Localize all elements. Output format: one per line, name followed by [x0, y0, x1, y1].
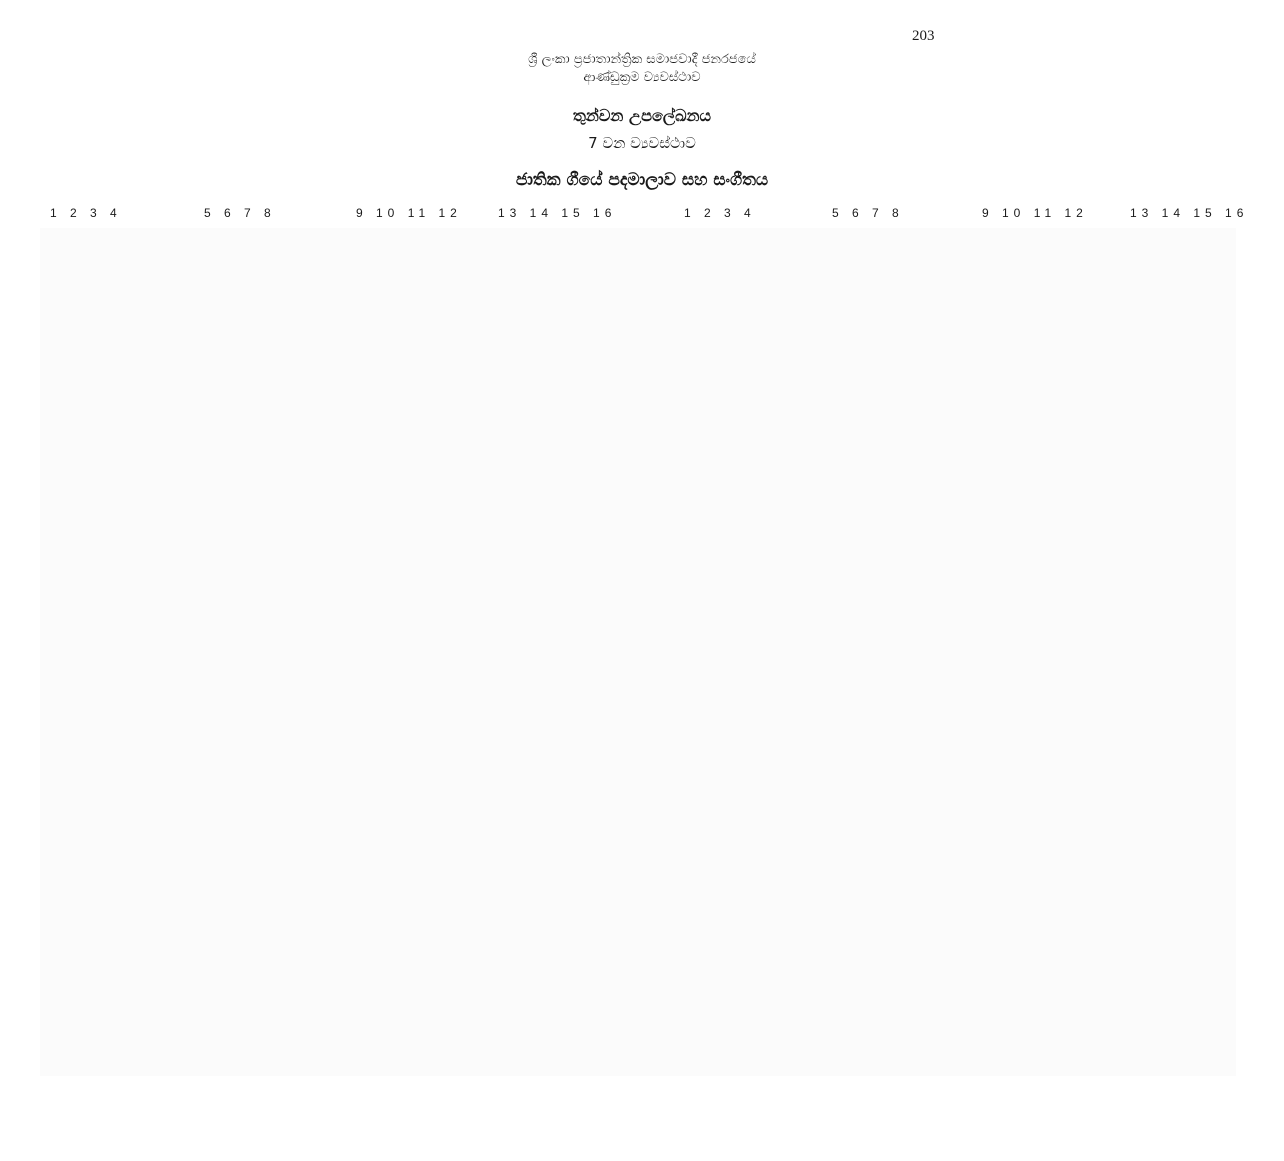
handwritten-notation-sheet [40, 228, 1236, 1076]
anthem-score [40, 204, 1249, 1076]
measure-numbers: 9 10 11 12 [356, 206, 462, 220]
constitution-name: ආණ්ඩුක්‍රම ව්‍යවස්ථාව [583, 70, 701, 85]
measure-numbers: 5 6 7 8 [204, 206, 276, 220]
measure-numbers: 9 10 11 12 [982, 206, 1088, 220]
republic-name: ශ්‍රී ලංකා ප්‍රජාතාන්ත්‍රික සමාජවාදී ජනරජයේ [528, 52, 756, 67]
measure-numbers: 13 14 15 16 [498, 206, 617, 220]
anthem-title: ජාතික ගීයේ පදමාලාව සහ සංගීතය [515, 170, 769, 190]
schedule-title: තුන්වන උපලේඛනය [572, 106, 712, 125]
measure-numbers: 13 14 15 16 [1130, 206, 1249, 220]
measure-numbers: 5 6 7 8 [832, 206, 904, 220]
measure-numbers: 1 2 3 4 [50, 206, 122, 220]
measure-numbers: 1 2 3 4 [684, 206, 756, 220]
measure-number-header [40, 204, 1249, 224]
notation-sheet-background [40, 228, 1236, 1076]
page-number: 203 [912, 28, 935, 44]
article-title: 7 වන ව්‍යවස්ථාව [588, 134, 696, 152]
